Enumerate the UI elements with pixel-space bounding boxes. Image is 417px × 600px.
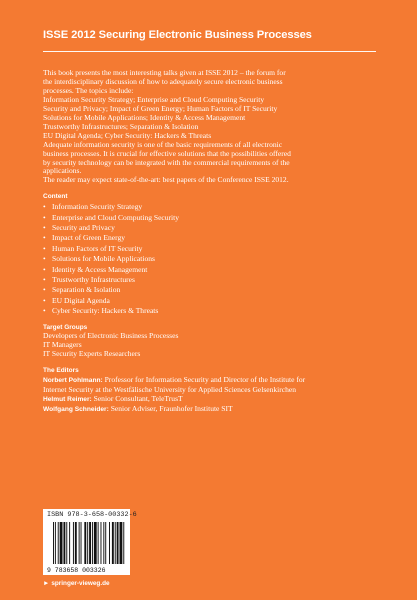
list-item: • Information Security Strategy (43, 202, 376, 212)
intro-line: business processes. It is crucial for effective solutions that the possibilities offered (43, 148, 291, 158)
list-item: • Impact of Green Energy (43, 233, 376, 243)
editor-name: Helmut Reimer: (43, 395, 92, 403)
intro-line: This book presents the most interesting talks given at ISSE 2012 – the forum for (43, 68, 286, 77)
target-group-item: Developers of Electronic Business Processes (43, 331, 179, 341)
editor-description: Senior Consultant, TeleTrusT (93, 393, 183, 403)
intro-paragraph (43, 69, 376, 185)
editor-name: Norbert Pohlmann: (43, 376, 103, 384)
intro-line: the interdisciplinary discussion of how to adequately secure electronic business (43, 76, 283, 86)
publisher-url-text: springer-vieweg.de (51, 580, 110, 587)
publisher-url (43, 580, 110, 587)
list-item: • Separation & Isolation (43, 285, 376, 295)
intro-line: Solutions for Mobile Applications; Identity & Access Management (43, 112, 246, 122)
intro-line: EU Digital Agenda; Cyber Security: Hackers & Threats (43, 130, 212, 140)
intro-line: Security and Privacy; Impact of Green Energy; Human Factors of IT Security (43, 103, 278, 113)
list-item: • Security and Privacy (43, 223, 376, 233)
book-title: ISSE 2012 Securing Electronic Business Processes (43, 29, 312, 41)
list-item: • Cyber Security: Hackers & Threats (43, 306, 376, 316)
intro-line: Information Security Strategy; Enterprise and Cloud Computing Security (43, 94, 265, 104)
description-block (43, 69, 376, 415)
intro-line: The reader may expect state-of-the-art: best papers of the Conference ISSE 2012. (43, 175, 289, 185)
content-heading: Content (43, 193, 68, 201)
editors-heading: The Editors (43, 367, 79, 375)
editor-name: Wolfgang Schneider: (43, 405, 109, 413)
intro-line: Adequate information security is one of the basic requirements of all electronic (43, 139, 283, 149)
target-groups-heading: Target Groups (43, 323, 88, 331)
target-group-item: IT Managers (43, 340, 82, 350)
editor-entry (43, 376, 376, 395)
intro-line: by security technology can be integrated with the commercial requirements of the (43, 157, 290, 167)
barcode-bars (47, 520, 127, 573)
editor-entry (43, 405, 376, 415)
content-list (43, 202, 376, 316)
editor-description: Senior Adviser, Fraunhofer Institute SIT (110, 403, 233, 413)
intro-line: Trustworthy Infrastructures; Separation & Isolation (43, 121, 199, 131)
editor-description: Internet Security at the Westfälische University for Applied Sciences Gelsenkirchen (43, 384, 297, 394)
arrow-right-icon: ► (43, 580, 50, 587)
title-divider (43, 51, 376, 52)
list-item: • Trustworthy Infrastructures (43, 275, 376, 285)
barcode-digits: 9 783658 003326 (47, 567, 106, 573)
target-group-item: IT Security Experts Researchers (43, 349, 141, 359)
intro-line: processes. The topics include: (43, 85, 134, 95)
list-item: • Human Factors of IT Security (43, 244, 376, 254)
editor-description: Professor for Information Security and Director of the Institute for (104, 374, 306, 384)
list-item: • Enterprise and Cloud Computing Security (43, 213, 376, 223)
isbn-number: ISBN 978-3-658-00332-6 (47, 511, 137, 519)
list-item: • EU Digital Agenda (43, 296, 376, 306)
list-item: • Identity & Access Management (43, 265, 376, 275)
list-item: • Solutions for Mobile Applications (43, 254, 376, 264)
isbn-barcode (43, 509, 137, 575)
intro-line: applications. (43, 166, 82, 176)
